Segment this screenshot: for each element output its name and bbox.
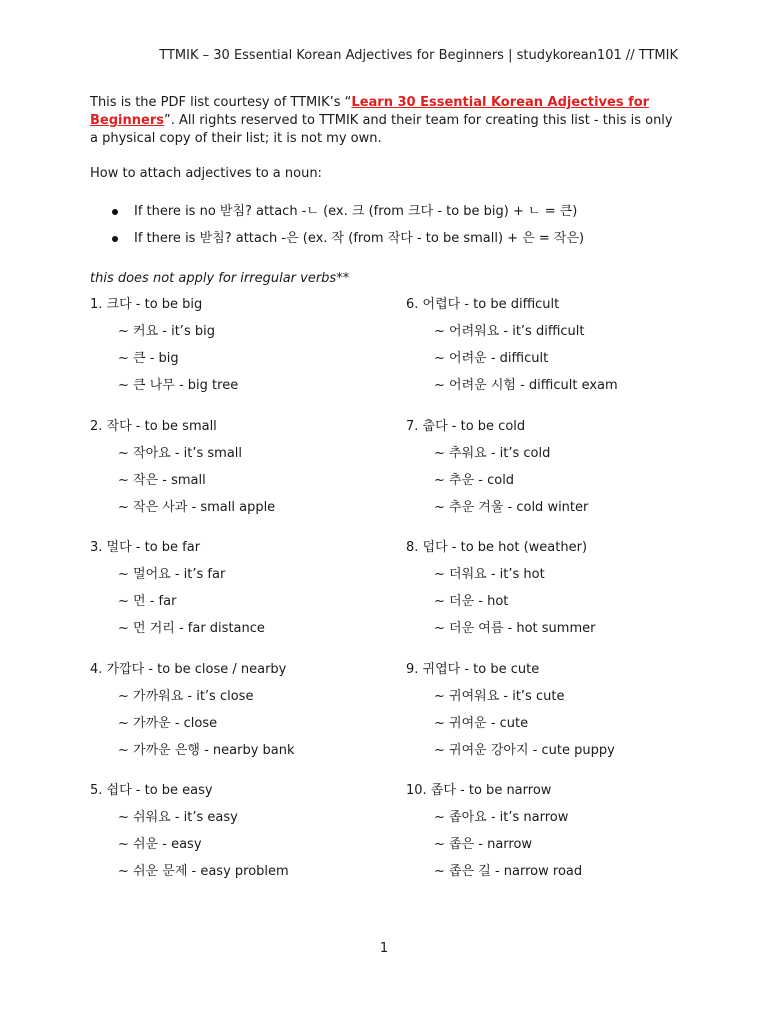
conjugation-item: ~ 멀어요 - it’s far <box>118 567 226 582</box>
adjective-entry <box>406 539 706 661</box>
conjugation-item: ~ 어려운 시험 - difficult exam <box>434 378 618 393</box>
adjective-heading: 6. 어렵다 - to be difficult <box>406 297 560 312</box>
bullet-icon <box>112 236 118 242</box>
adjective-heading: 2. 작다 - to be small <box>90 418 217 434</box>
adjective-heading: 7. 춥다 - to be cold <box>406 418 526 434</box>
adjective-entry <box>90 661 390 783</box>
conjugation-item: ~ 추운 - cold <box>434 472 515 488</box>
adjective-entry <box>406 418 706 540</box>
conjugation-item: ~ 가까운 은행 - nearby bank <box>118 742 295 758</box>
conjugation-item: ~ 추운 겨울 - cold winter <box>434 499 589 515</box>
conjugation-item: ~ 좁은 - narrow <box>434 837 533 852</box>
conjugation-item: ~ 가까워요 - it’s close <box>118 688 254 704</box>
conjugation-item: ~ 쉬워요 - it’s easy <box>118 810 238 825</box>
conjugation-item: ~ 귀여운 강아지 - cute puppy <box>434 742 615 758</box>
rule-item <box>112 229 584 256</box>
conjugation-item: ~ 가까운 - close <box>118 715 218 731</box>
page-number: 1 <box>379 941 389 956</box>
conjugation-item: ~ 귀여워요 - it’s cute <box>434 688 565 704</box>
rule-list <box>112 202 584 256</box>
conjugation-item: ~ 더운 - hot <box>434 594 509 609</box>
adjective-entry <box>406 661 706 783</box>
conjugation-item: ~ 쉬운 - easy <box>118 837 202 852</box>
adjective-heading: 5. 쉽다 - to be easy <box>90 783 213 798</box>
intro-text-start: This is the PDF list courtesy of TTMIK’s “ <box>90 95 352 110</box>
bullet-icon <box>112 209 118 215</box>
rule-text: If there is no 받침? attach -ㄴ (ex. 크 (from 크다 - to be big) + ㄴ = 큰) <box>134 204 578 219</box>
adjective-entry <box>90 418 390 540</box>
intro-paragraph <box>90 94 680 148</box>
conjugation-item: ~ 먼 - far <box>118 594 177 609</box>
page-header: TTMIK – 30 Essential Korean Adjectives for Beginners | studykorean101 // TTMIK <box>159 48 678 63</box>
adjective-column-right <box>406 296 706 904</box>
conjugation-item: ~ 좁아요 - it’s narrow <box>434 810 569 825</box>
conjugation-item: ~ 작은 - small <box>118 472 206 488</box>
conjugation-item: ~ 더운 여름 - hot summer <box>434 621 596 636</box>
howto-heading: How to attach adjectives to a noun: <box>90 166 322 181</box>
rule-item <box>112 202 584 229</box>
adjective-heading: 8. 덥다 - to be hot (weather) <box>406 540 588 555</box>
adjective-heading: 9. 귀엽다 - to be cute <box>406 661 540 677</box>
conjugation-item: ~ 작은 사과 - small apple <box>118 499 276 515</box>
conjugation-item: ~ 어려운 - difficult <box>434 351 549 366</box>
conjugation-item: ~ 추워요 - it’s cold <box>434 445 551 461</box>
conjugation-item: ~ 어려워요 - it’s difficult <box>434 324 585 339</box>
adjective-entry <box>90 539 390 661</box>
adjective-column-left <box>90 296 390 904</box>
conjugation-item: ~ 작아요 - it’s small <box>118 445 243 461</box>
conjugation-item: ~ 커요 - it’s big <box>118 324 215 339</box>
conjugation-item: ~ 큰 나무 - big tree <box>118 378 239 393</box>
irregular-note: this does not apply for irregular verbs** <box>90 271 350 286</box>
adjective-heading: 3. 멀다 - to be far <box>90 540 201 555</box>
course-link[interactable]: Learn 30 Essential Korean Adjectives for Beginners <box>90 95 650 128</box>
intro-text-end: ”. All rights reserved to TTMIK and their team for creating this list - this is only a physical copy of their list; it is not my own. <box>90 113 673 146</box>
adjective-entry <box>90 296 390 418</box>
adjective-heading: 4. 가깝다 - to be close / nearby <box>90 661 287 677</box>
conjugation-item: ~ 더워요 - it’s hot <box>434 567 545 582</box>
adjective-entry <box>90 782 390 904</box>
adjective-heading: 10. 좁다 - to be narrow <box>406 783 552 798</box>
adjective-heading: 1. 크다 - to be big <box>90 297 203 312</box>
conjugation-item: ~ 쉬운 문제 - easy problem <box>118 864 289 879</box>
conjugation-item: ~ 큰 - big <box>118 351 179 366</box>
conjugation-item: ~ 먼 거리 - far distance <box>118 621 265 636</box>
conjugation-item: ~ 좁은 길 - narrow road <box>434 864 583 879</box>
conjugation-item: ~ 귀여운 - cute <box>434 715 529 731</box>
adjective-entry <box>406 296 706 418</box>
rule-text: If there is 받침? attach -은 (ex. 작 (from 작다 - to be small) + 은 = 작은) <box>134 231 585 246</box>
adjective-entry <box>406 782 706 904</box>
